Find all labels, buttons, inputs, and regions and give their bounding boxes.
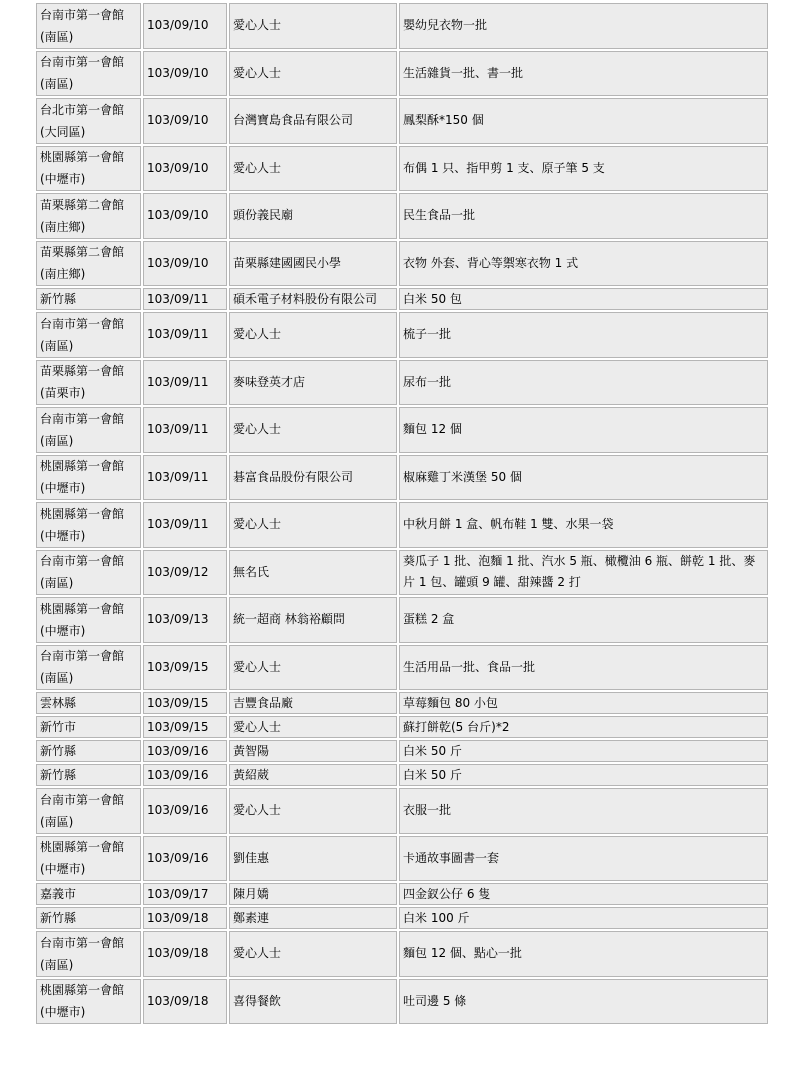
cell-items: 白米 50 斤	[398, 739, 769, 763]
table-row	[35, 978, 769, 1026]
cell-date: 103/09/18	[142, 906, 228, 930]
cell-location: 雲林縣	[35, 691, 142, 715]
cell-location: 台南市第一會館(南區)	[35, 2, 142, 50]
cell-items: 嬰幼兒衣物一批	[398, 2, 769, 50]
cell-items: 尿布一批	[398, 359, 769, 407]
cell-date: 103/09/11	[142, 454, 228, 502]
cell-items: 蛋糕 2 盒	[398, 596, 769, 644]
cell-location: 台南市第一會館(南區)	[35, 311, 142, 359]
table-row	[35, 691, 769, 715]
cell-location: 台南市第一會館(南區)	[35, 406, 142, 454]
cell-date: 103/09/16	[142, 739, 228, 763]
cell-donor: 愛心人士	[228, 50, 398, 98]
cell-items: 四金釵公仔 6 隻	[398, 882, 769, 906]
cell-items: 麵包 12 個	[398, 406, 769, 454]
cell-items: 葵瓜子 1 批、泡麵 1 批、汽水 5 瓶、橄欖油 6 瓶、餅乾 1 批、麥片 1 包、罐頭 9 罐、甜辣醬 2 打	[398, 549, 769, 597]
cell-location: 台南市第一會館(南區)	[35, 930, 142, 978]
cell-items: 卡通故事圖書一套	[398, 835, 769, 883]
cell-date: 103/09/11	[142, 287, 228, 311]
cell-donor: 黃智陽	[228, 739, 398, 763]
cell-location: 新竹縣	[35, 906, 142, 930]
cell-location: 新竹縣	[35, 763, 142, 787]
cell-donor: 喜得餐飲	[228, 978, 398, 1026]
cell-date: 103/09/18	[142, 978, 228, 1026]
cell-date: 103/09/12	[142, 549, 228, 597]
cell-location: 桃園縣第一會館(中壢市)	[35, 454, 142, 502]
cell-donor: 愛心人士	[228, 311, 398, 359]
cell-location: 新竹縣	[35, 287, 142, 311]
cell-items: 衣物 外套、背心等禦寒衣物 1 式	[398, 240, 769, 288]
cell-items: 生活雜貨一批、書一批	[398, 50, 769, 98]
cell-donor: 愛心人士	[228, 644, 398, 692]
cell-donor: 愛心人士	[228, 930, 398, 978]
table-row	[35, 97, 769, 145]
cell-date: 103/09/10	[142, 240, 228, 288]
cell-date: 103/09/10	[142, 97, 228, 145]
cell-date: 103/09/18	[142, 930, 228, 978]
cell-items: 椒麻雞丁米漢堡 50 個	[398, 454, 769, 502]
cell-items: 衣服一批	[398, 787, 769, 835]
donation-table-body	[35, 2, 769, 1025]
cell-location: 台南市第一會館(南區)	[35, 644, 142, 692]
cell-date: 103/09/16	[142, 763, 228, 787]
cell-items: 白米 100 斤	[398, 906, 769, 930]
cell-items: 草莓麵包 80 小包	[398, 691, 769, 715]
cell-date: 103/09/10	[142, 50, 228, 98]
cell-date: 103/09/10	[142, 2, 228, 50]
cell-donor: 愛心人士	[228, 2, 398, 50]
cell-items: 白米 50 斤	[398, 763, 769, 787]
cell-donor: 麥味登英才店	[228, 359, 398, 407]
cell-items: 蘇打餅乾(5 台斤)*2	[398, 715, 769, 739]
cell-date: 103/09/17	[142, 882, 228, 906]
table-row	[35, 715, 769, 739]
table-row	[35, 596, 769, 644]
cell-donor: 愛心人士	[228, 787, 398, 835]
cell-location: 新竹縣	[35, 739, 142, 763]
cell-location: 苗栗縣第二會館(南庄鄉)	[35, 240, 142, 288]
cell-date: 103/09/11	[142, 406, 228, 454]
table-row	[35, 454, 769, 502]
cell-date: 103/09/16	[142, 787, 228, 835]
table-row	[35, 287, 769, 311]
cell-location: 台南市第一會館(南區)	[35, 50, 142, 98]
cell-location: 桃園縣第一會館(中壢市)	[35, 145, 142, 193]
cell-date: 103/09/10	[142, 192, 228, 240]
cell-date: 103/09/10	[142, 145, 228, 193]
table-row	[35, 906, 769, 930]
table-row	[35, 145, 769, 193]
cell-date: 103/09/13	[142, 596, 228, 644]
cell-date: 103/09/15	[142, 691, 228, 715]
cell-location: 桃園縣第一會館(中壢市)	[35, 501, 142, 549]
table-row	[35, 549, 769, 597]
cell-location: 新竹市	[35, 715, 142, 739]
cell-donor: 愛心人士	[228, 715, 398, 739]
cell-location: 台南市第一會館(南區)	[35, 549, 142, 597]
table-row	[35, 644, 769, 692]
table-row	[35, 739, 769, 763]
cell-donor: 統一超商 林翁裕顧問	[228, 596, 398, 644]
cell-donor: 愛心人士	[228, 501, 398, 549]
cell-donor: 劉佳惠	[228, 835, 398, 883]
cell-donor: 台灣寶島食品有限公司	[228, 97, 398, 145]
table-row	[35, 2, 769, 50]
cell-location: 台北市第一會館(大同區)	[35, 97, 142, 145]
cell-items: 吐司邊 5 條	[398, 978, 769, 1026]
table-row	[35, 240, 769, 288]
cell-items: 中秋月餅 1 盒、帆布鞋 1 雙、水果一袋	[398, 501, 769, 549]
cell-location: 桃園縣第一會館(中壢市)	[35, 596, 142, 644]
cell-items: 麵包 12 個、點心一批	[398, 930, 769, 978]
donation-table	[34, 1, 770, 1026]
table-row	[35, 930, 769, 978]
table-row	[35, 763, 769, 787]
cell-donor: 無名氏	[228, 549, 398, 597]
table-row	[35, 501, 769, 549]
cell-donor: 苗栗縣建國國民小學	[228, 240, 398, 288]
cell-location: 桃園縣第一會館(中壢市)	[35, 835, 142, 883]
cell-items: 白米 50 包	[398, 287, 769, 311]
cell-location: 苗栗縣第二會館(南庄鄉)	[35, 192, 142, 240]
cell-date: 103/09/15	[142, 715, 228, 739]
cell-donor: 鄭素連	[228, 906, 398, 930]
table-row	[35, 787, 769, 835]
cell-items: 生活用品一批、食品一批	[398, 644, 769, 692]
cell-location: 桃園縣第一會館(中壢市)	[35, 978, 142, 1026]
cell-date: 103/09/15	[142, 644, 228, 692]
table-row	[35, 835, 769, 883]
cell-date: 103/09/11	[142, 311, 228, 359]
cell-items: 布偶 1 只、指甲剪 1 支、原子筆 5 支	[398, 145, 769, 193]
cell-date: 103/09/16	[142, 835, 228, 883]
cell-location: 台南市第一會館(南區)	[35, 787, 142, 835]
cell-donor: 愛心人士	[228, 145, 398, 193]
cell-donor: 愛心人士	[228, 406, 398, 454]
cell-date: 103/09/11	[142, 359, 228, 407]
cell-donor: 吉豐食品廠	[228, 691, 398, 715]
cell-date: 103/09/11	[142, 501, 228, 549]
cell-items: 梳子一批	[398, 311, 769, 359]
table-row	[35, 406, 769, 454]
cell-location: 苗栗縣第一會館(苗栗市)	[35, 359, 142, 407]
cell-donor: 黃紹葳	[228, 763, 398, 787]
cell-location: 嘉義市	[35, 882, 142, 906]
table-row	[35, 311, 769, 359]
cell-donor: 陳月嬌	[228, 882, 398, 906]
cell-items: 鳳梨酥*150 個	[398, 97, 769, 145]
table-row	[35, 882, 769, 906]
cell-donor: 碁富食品股份有限公司	[228, 454, 398, 502]
table-row	[35, 50, 769, 98]
cell-donor: 碩禾電子材料股份有限公司	[228, 287, 398, 311]
table-row	[35, 192, 769, 240]
cell-donor: 頭份義民廟	[228, 192, 398, 240]
cell-items: 民生食品一批	[398, 192, 769, 240]
table-row	[35, 359, 769, 407]
